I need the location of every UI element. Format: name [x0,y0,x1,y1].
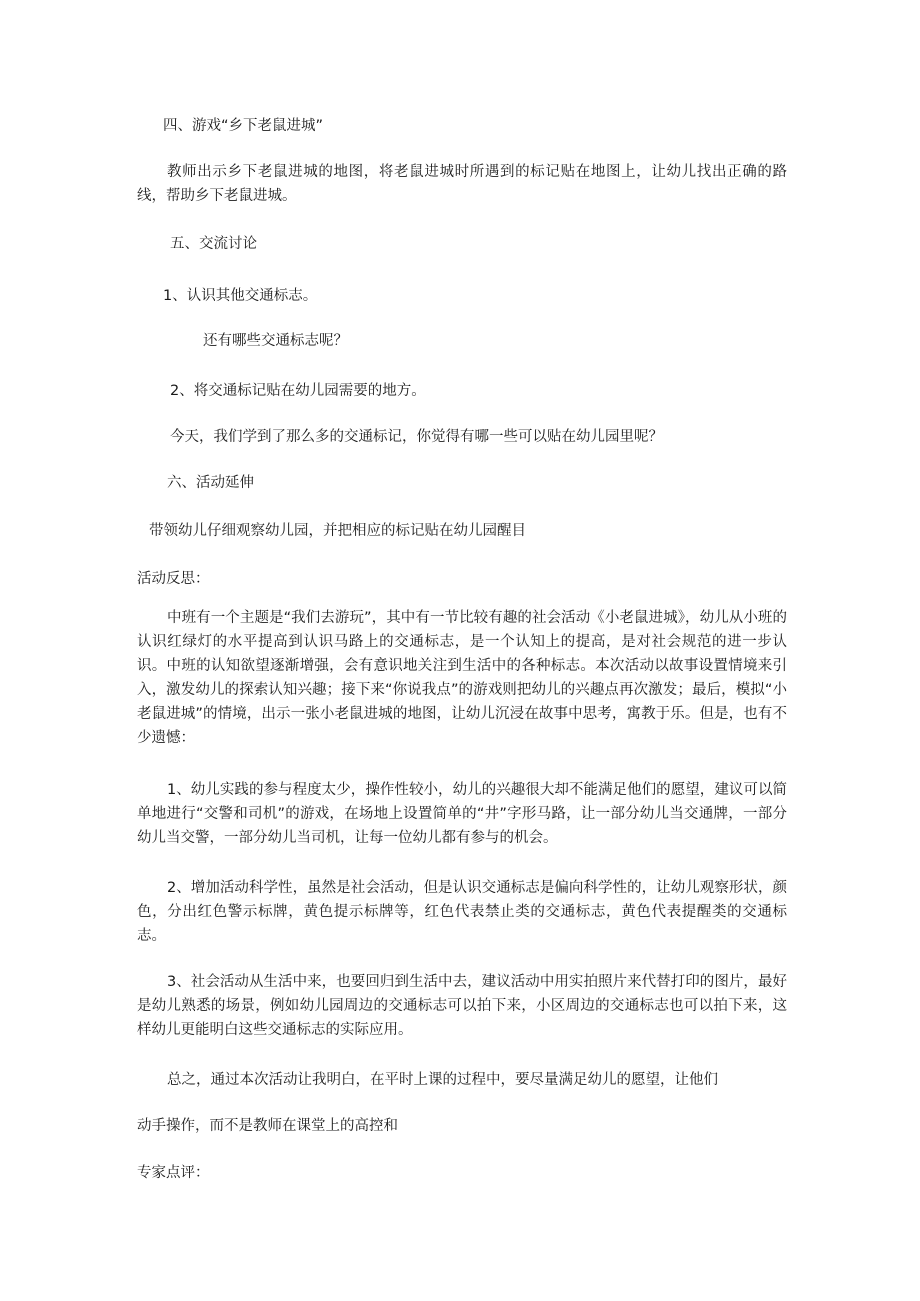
question-2: 今天，我们学到了那么多的交通标记，你觉得有哪一些可以贴在幼儿园里呢？ [170,429,663,445]
question-1: 还有哪些交通标志呢？ [203,333,348,349]
heading-discussion: 五、交流讨论 [170,236,257,252]
list-item-1: 1、认识其他交通标志。 [163,288,318,304]
reflection-paragraph: 中班有一个主题是“我们去游玩”，其中有一节比较有趣的社会活动《小老鼠进城》，幼儿从小班的认识红绿灯的水平提高到认识马路上的交通标志，是一个认知上的提高，是对社会规范的进一步认识。中班的认知欲望逐渐增强，会有意识地关注到生活中的各种标志。本次活动以故事设置情境来引入，激发幼儿的探索认知兴趣；接下来“你说我点”的游戏则把幼儿的兴趣点再次激发；最后，模拟“小老鼠进城”的情境，出示一张小老鼠进城的地图，让幼儿沉浸在故事中思考，寓教于乐。但是，也有不少遗憾： [137,610,787,746]
list-item-2: 2、将交通标记贴在幼儿园需要的地方。 [170,383,426,399]
expert-review-title: 专家点评： [137,1165,210,1181]
summary-line-2: 动手操作，而不是教师在课堂上的高控和 [137,1118,398,1134]
heading-extension: 六、活动延伸 [167,475,254,491]
heading-game: 四、游戏“乡下老鼠进城” [163,118,324,134]
reflection-point-3: 3、社会活动从生活中来，也要回归到生活中去，建议活动中用实拍照片来代替打印的图片，最好是幼儿熟悉的场景，例如幼儿园周边的交通标志可以拍下来，小区周边的交通标志也可以拍下来，这样幼儿更能明白这些交通标志的实际应用。 [137,974,787,1038]
reflection-point-1: 1、幼儿实践的参与程度太少，操作性较小，幼儿的兴趣很大却不能满足他们的愿望，建议可以简单地进行“交警和司机”的游戏，在场地上设置简单的“井”字形马路，让一部分幼儿当交通牌，一部分幼儿当交警，一部分幼儿当司机，让每一位幼儿都有参与的机会。 [137,782,787,846]
reflection-point-2: 2、增加活动科学性，虽然是社会活动，但是认识交通标志是偏向科学性的，让幼儿观察形状，颜色，分出红色警示标牌，黄色提示标牌等，红色代表禁止类的交通标志，黄色代表提醒类的交通标志。 [137,880,787,944]
reflection-title: 活动反思： [137,571,210,587]
summary-line-1: 总之，通过本次活动让我明白，在平时上课的过程中，要尽量满足幼儿的愿望，让他们 [167,1072,718,1088]
paragraph-extension: 带领幼儿仔细观察幼儿园，并把相应的标记贴在幼儿园醒目 [149,523,526,539]
paragraph-teacher-map: 教师出示乡下老鼠进城的地图，将老鼠进城时所遇到的标记贴在地图上，让幼儿找出正确的路线，帮助乡下老鼠进城。 [137,164,787,204]
